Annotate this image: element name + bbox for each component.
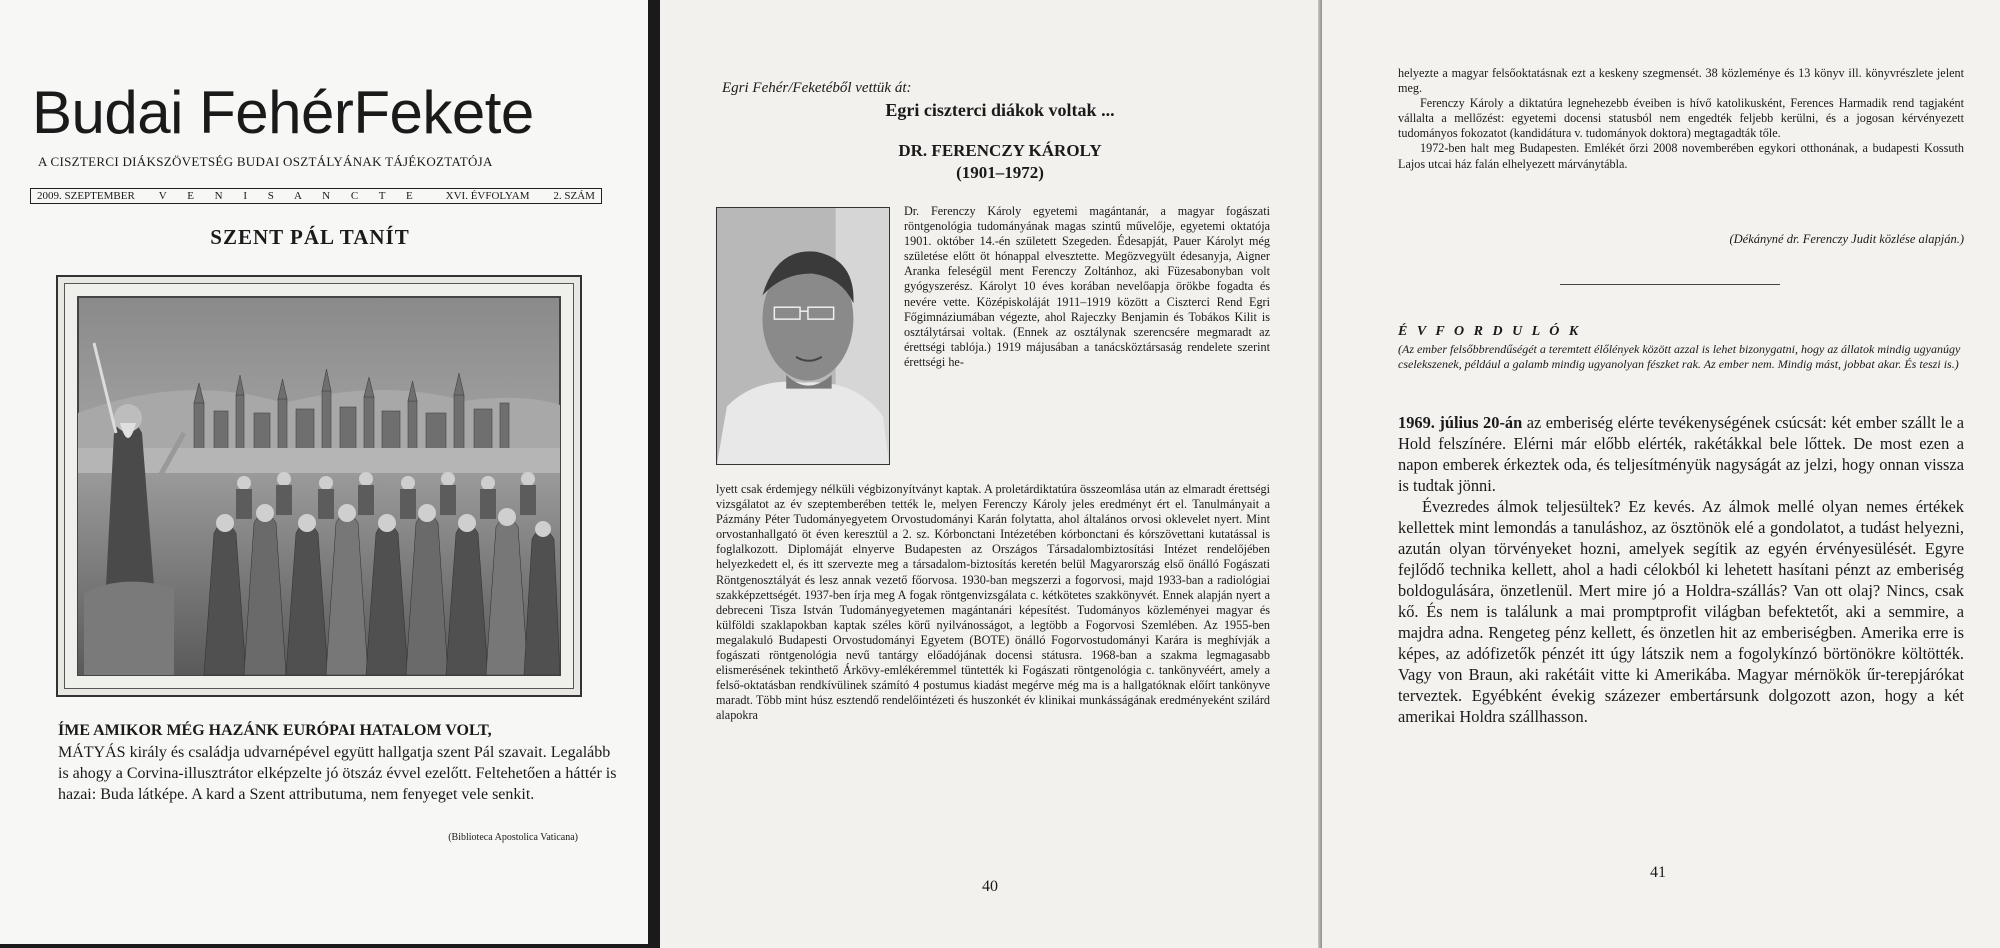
page-number: 40 bbox=[982, 878, 998, 895]
anniversary-paragraph: Évezredes álmok teljesültek? Ez kevés. Az álmok mellé olyan nemes értékek kellettek mint lemondás a tanuláshoz, az ösztönök elé a gondolatot, a tudást helyezni, azután olyan törvényeket hozni, amelyek segítik az egyén érvényesülését. Egyre fejlődő technika kellett, ahol a hadi célokból ki lehetett hasítani pénzt az emberiség boldogulására, önzetlenül. Mert mire jó a Holdra-szállás? Van ott olaj? Nincs, csak kő. És nem is találunk a mai promptprofit világban befektetőt, aki a semmire, a majdra adna. Rengeteg pénz kellett, és önzetlen hit az emberiségben. Amerika erre is képes, az adófizetők pénzét itt úgy látszik nem a fogolykínzó börtönökre költötték. Vagy von Braun, aki rakétáit vitte ki Amerikába. Magyar mérnökök űr-terepjárókat terveztek. Egyébként évekig százezer embertársunk dolgozott azon, hogy a két amerikai Holdra szállhasson. bbox=[1398, 497, 1964, 726]
anniversary-paragraph bbox=[1398, 412, 1964, 496]
anniversary-text: az emberiség elérte tevékenységének csúcsát: két ember szállt le a Hold felszínére. Elérni már előbb elérték, rakétákkal bele lőttek. De most ezen a napon emberek érkeztek oda, és teljesítményük nagyságát az jelzi, hogy onnan vissza is tudtak jönni. bbox=[1398, 413, 1964, 495]
masthead-title: Budai FehérFekete bbox=[32, 79, 534, 146]
cover-illustration bbox=[56, 275, 582, 697]
article-text-body: lyett csak érdemjegy nélküli végbizonyítványt kaptak. A proletárdiktatúra összeomlása után az elmaradt érettségi vizsgálatot az év szeptemberében tették le, melyen Ferenczy Károly jeles eredményt ért el. Tanulmányait a Pázmány Péter Tudományegyetem Orvostudományi Karán folytatta, ahol általános orvosi oklevelet nyert. Mint orvostanhallgató öt éven keresztül a 2. sz. Kórbonctani Intézetében kórbonctani és kórszövettani kutatással is foglalkozott. Diplomáját elnyerve Budapesten az Országos Társadalombiztosítási Intézet rendelőjében helyezkedett el, és itt szervezte meg a társadalom-biztosítás keretén belül Magyarország első önálló Fogászati Röntgenosztályát és lesz annak vezető főorvosa. 1930-ban megszerzi a fogorvosi, majd 1933-ban a radiológiai szakképzettségét. 1937-ben írja meg A fogak röntgenvizsgálata c. kétkötetes szakkönyvét. Ennek alapján nyert a debreceni Tisza István Tudományegyetemen magántanári képesítést. Tudományos közleményei magyar és külföldi szaklapokban kaptak széles körű nyilvánosságot, a legtöbb a Fogorvosi Szemlében. Az 1955-ben megalakuló Budapesti Orvostudományi Egyetem (BOTE) önálló Fogorvostudományi Karára is meghívják a fogászati röntgenológia nevű tantárgy előadójának docensi státusra. 1968-ban a szakma legmagasabb elismerésének tekinthető Árkövy-emlékéremmel tüntették ki Fogászati röntgenológia c. tankönyvéért, amely a felső-oktatásban rendkívülinek számító 4 postumus kiadást megérve még ma is a hallgatóknak előírt tankönyve maradt. Több mint húsz esztendő rendelőintézeti és huszonkét év klinikai munkásságának eredményeként szilárd alapokra bbox=[716, 482, 1270, 723]
portrait-image bbox=[717, 208, 889, 464]
issue-volume: XVI. ÉVFOLYAM bbox=[445, 190, 530, 202]
issue-date: 2009. SZEPTEMBER bbox=[37, 190, 135, 202]
masthead-subtitle: A CISZTERCI DIÁKSZÖVETSÉG BUDAI OSZTÁLYÁNAK TÁJÉKOZTATÓJA bbox=[38, 154, 493, 169]
caption-heading: ÍME AMIKOR MÉG HAZÁNK EURÓPAI HATALOM VOLT, bbox=[58, 722, 492, 739]
article-title: Egri ciszterci diákok voltak ... bbox=[885, 100, 1115, 120]
issue-number: 2. SZÁM bbox=[553, 190, 595, 202]
anniversary-article bbox=[1398, 412, 1964, 727]
cover-headline: SZENT PÁL TANÍT bbox=[210, 225, 410, 249]
cover-page bbox=[0, 0, 648, 944]
continuation-paragraph: Ferenczy Károly a diktatúra legnehezebb éveiben is hívő katolikusként, Ferences Harmadik rend tagjaként vállalta a mellőzést: egyetemi docensi statusból nem engedték feljebb kerülni, és a jogosan kérvényezett tudományos fokozatot (kandidátura v. tudományok doktora) megtagadták tőle. bbox=[1398, 96, 1964, 141]
page-40 bbox=[660, 0, 1322, 948]
caption-credit: (Biblioteca Apostolica Vaticana) bbox=[448, 832, 578, 843]
article-text-top: Dr. Ferenczy Károly egyetemi magántanár, a magyar fogászati röntgenológia tudományának magas szintű művelője, egyetemi oktatója 1901. október 14.-én született Szegeden. Édesapját, Pauer Károlyt még születése előtt öt hónappal elvesztette. Megözvegyült édesanyja, Aigner Aranka feleségül ment Ferenczy Zoltánhoz, aki Füzesabonyban volt gyógyszerész. Károlyt 10 éves korában nevelőapja örökbe fogadta és nevére vette. Középiskoláját 1911–1919 között a Ciszterci Rend Egri Főgimnáziumában végezte, ahol Rajeczky Benjamin és Tobákos Kilit is osztálytársai voltak. (Ennek az osztálynak szerencsére megmaradt az érettségi tablója.) 1919 májusában a tanácsköztársaság rendelete szerint érettségi he- bbox=[904, 204, 1270, 369]
article-subject-name: DR. FERENCZY KÁROLY bbox=[898, 141, 1102, 160]
miniature-painting-image bbox=[64, 283, 574, 689]
portrait-photo bbox=[716, 207, 890, 465]
page-41 bbox=[1322, 0, 2000, 948]
issue-info-bar bbox=[30, 188, 602, 204]
anniversary-date: 1969. július 20-án bbox=[1398, 413, 1523, 432]
article-subject-years: (1901–1972) bbox=[956, 163, 1044, 182]
section-quote: (Az ember felsőbbrendűségét a teremtett élőlények között azzal is lehet bizonygatni, hogy az állatok mindig ugyanúgy cselekszenek, például a galamb mindig ugyanolyan fészket rak. Az ember nem. Mindig mást, jobbat akar. És teszi is.) bbox=[1398, 342, 1961, 371]
article-credit: (Dékányné dr. Ferenczy Judit közlése alapján.) bbox=[1729, 232, 1964, 246]
section-heading: É V F O R D U L Ó K bbox=[1398, 324, 1582, 339]
continuation-paragraph: 1972-ben halt meg Budapesten. Emlékét őrzi 2008 novemberében egykori otthonának, a budapesti Kossuth Lajos utcai ház falán elhelyezett márványtábla. bbox=[1398, 141, 1964, 171]
source-line: Egri Fehér/Feketéből vettük át: bbox=[722, 80, 912, 96]
caption-text: MÁTYÁS király és családja udvarnépével együtt hallgatja szent Pál szavait. Legalább is ahogy a Corvina-illusztrátor elképzelte jó ötszáz évvel ezelőtt. Feltehetően a háttér is hazai: Buda látképe. A kard a Szent attributuma, nem fenyeget vele senkit. bbox=[58, 744, 617, 803]
page-number: 41 bbox=[1650, 864, 1666, 881]
continuation-paragraph: helyezte a magyar felsőoktatásnak ezt a keskeny szegmensét. 38 közleménye és 13 könyv ill. könyvrészlete jelent meg. bbox=[1398, 66, 1964, 96]
section-divider bbox=[1560, 284, 1780, 285]
issue-motto: V E N I S A N C T E bbox=[158, 190, 422, 202]
article-continuation bbox=[1398, 66, 1964, 172]
